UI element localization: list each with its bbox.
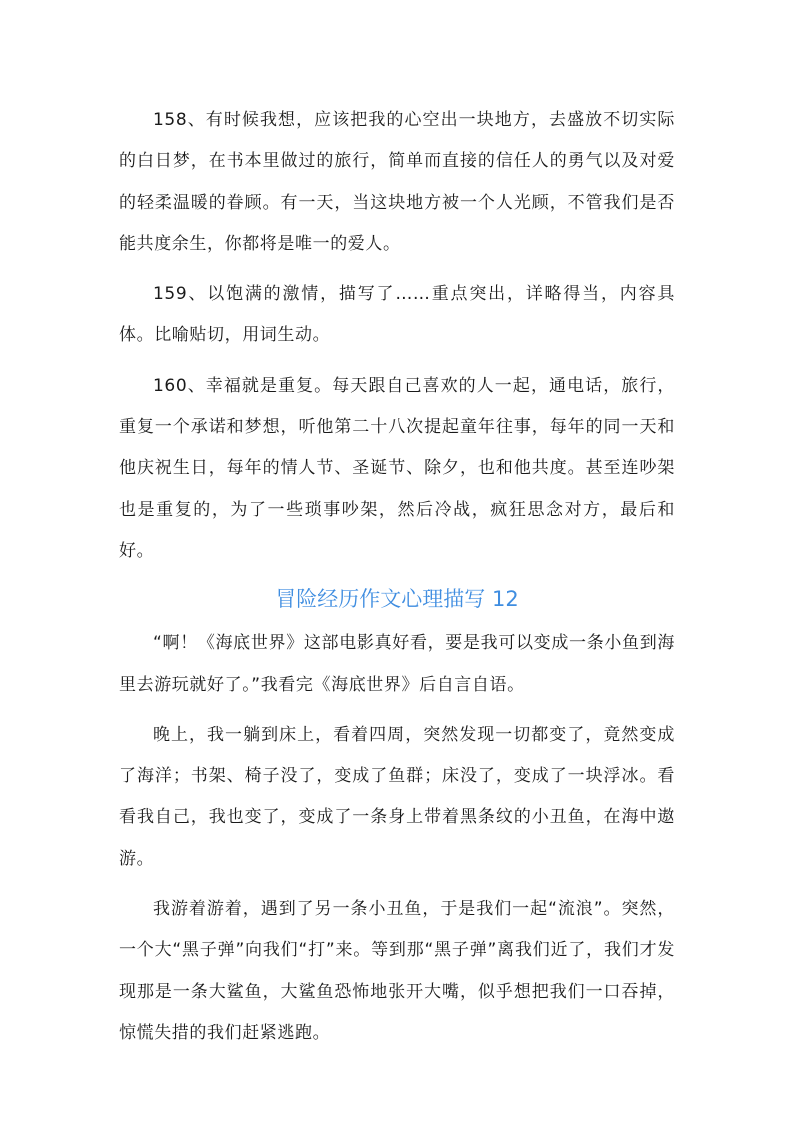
paragraph-160: 160、幸福就是重复。每天跟自己喜欢的人一起，通电话，旅行，重复一个承诺和梦想，听他第二十八次提起童年往事，每年的同一天和他庆祝生日，每年的情人节、圣诞节、除夕，也和他共度。甚至连吵架也是重复的，为了一些琐事吵架，然后冷战，疯狂思念对方，最后和好。 [119,375,675,561]
document-page [119,100,675,1063]
paragraph-story-2: 晚上，我一躺到床上，看着四周，突然发现一切都变了，竟然变成了海洋；书架、椅子没了，变成了鱼群；床没了，变成了一块浮冰。看看我自己，我也变了，变成了一条身上带着黑条纹的小丑鱼，在海中遨游。 [119,724,675,869]
paragraph-story-3: 我游着游着，遇到了另一条小丑鱼，于是我们一起“流浪”。突然，一个大“黑子弹”向我们“打”来。等到那“黑子弹”离我们近了，我们才发现那是一条大鲨鱼，大鲨鱼恐怖地张开大嘴，似乎想把我们一口吞掉，惊慌失措的我们赶紧逃跑。 [119,899,675,1043]
section-heading: 冒险经历作文心理描写 12 [275,587,519,612]
paragraph-159: 159、以饱满的激情，描写了……重点突出，详略得当，内容具体。比喻贴切，用词生动。 [119,284,675,346]
paragraph-158: 158、有时候我想，应该把我的心空出一块地方，去盛放不切实际的白日梦，在书本里做过的旅行，简单而直接的信任人的勇气以及对爱的轻柔温暖的眷顾。有一天，当这块地方被一个人光顾，不管我们是否能共度余生，你都将是唯一的爱人。 [119,110,675,254]
paragraph-story-1: “啊！《海底世界》这部电影真好看，要是我可以变成一条小鱼到海里去游玩就好了。”我看完《海底世界》后自言自语。 [119,633,675,695]
